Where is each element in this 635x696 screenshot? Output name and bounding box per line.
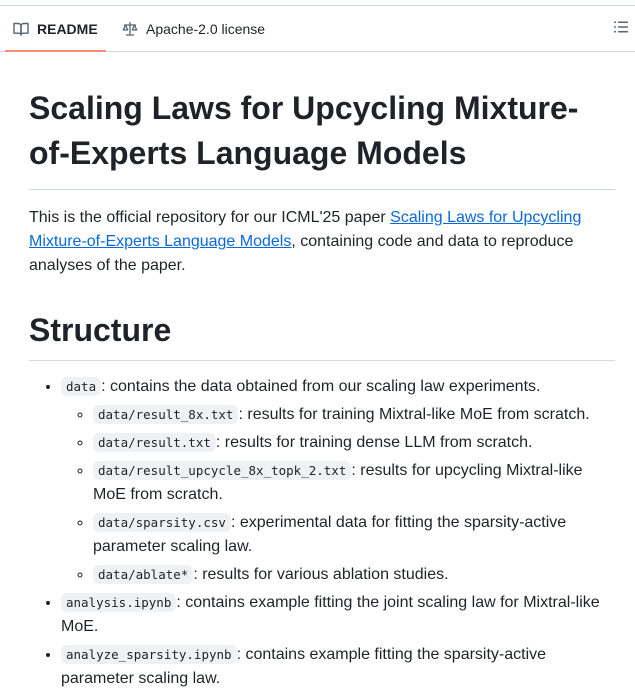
list-item-text: : results for training Mixtral-like MoE from scratch.: [238, 406, 590, 423]
list-item-text: : results for upcycling Mixtral-like MoE from scratch.: [93, 462, 583, 503]
list-item: [61, 591, 615, 639]
book-icon: [13, 21, 29, 37]
file-path-code: data: [61, 377, 101, 396]
intro-paragraph: [29, 206, 615, 278]
list-item: [93, 459, 615, 507]
list-item-text: : contains the data obtained from our scaling law experiments.: [101, 378, 541, 395]
list-item: [61, 643, 615, 691]
file-path-code: analysis.ipynb: [61, 593, 176, 612]
tab-license[interactable]: [114, 6, 273, 51]
tab-license-label: Apache-2.0 license: [146, 20, 266, 37]
list-item-text: : results for training dense LLM from scratch.: [215, 434, 533, 451]
outline-button[interactable]: [612, 20, 630, 38]
file-path-code: data/ablate*: [93, 565, 193, 584]
list-item-text: : experimental data for fitting the sparsity-active parameter scaling law.: [93, 514, 567, 555]
file-path-code: data/sparsity.csv: [93, 513, 231, 532]
tab-readme-label: README: [37, 20, 98, 37]
list-item-text: : contains example fitting the joint scaling law for Mixtral-like MoE.: [61, 594, 600, 635]
file-path-code: data/result_upcycle_8x_topk_2.txt: [93, 461, 351, 480]
readme-tab-bar: [0, 6, 635, 52]
structure-list: [29, 375, 615, 691]
file-path-code: data/result_8x.txt: [93, 405, 238, 424]
law-scale-icon: [122, 21, 138, 37]
list-item: [93, 431, 615, 455]
tab-readme[interactable]: [5, 6, 106, 51]
readme-content: [29, 52, 615, 691]
paper-link[interactable]: Scaling Laws for Upcycling Mixture-of-Experts Language Models: [29, 209, 582, 250]
list-item: [93, 403, 615, 427]
intro-prefix: This is the official repository for our ICML'25 paper: [29, 209, 391, 226]
list-item-text: : results for various ablation studies.: [193, 566, 449, 583]
file-path-code: data/result.txt: [93, 433, 216, 452]
list-unordered-icon: [613, 19, 629, 40]
data-files-list: [61, 403, 615, 587]
list-item: [93, 511, 615, 559]
page-title: Scaling Laws for Upcycling Mixture-of-Experts Language Models: [29, 86, 615, 190]
list-item: [93, 563, 615, 587]
intro-suffix: , containing code and data to reproduce analyses of the paper.: [29, 233, 574, 274]
list-item: [61, 375, 615, 587]
list-item-text: : contains example fitting the sparsity-active parameter scaling law.: [61, 646, 547, 687]
file-path-code: analyze_sparsity.ipynb: [61, 645, 237, 664]
structure-heading: Structure: [29, 310, 615, 361]
